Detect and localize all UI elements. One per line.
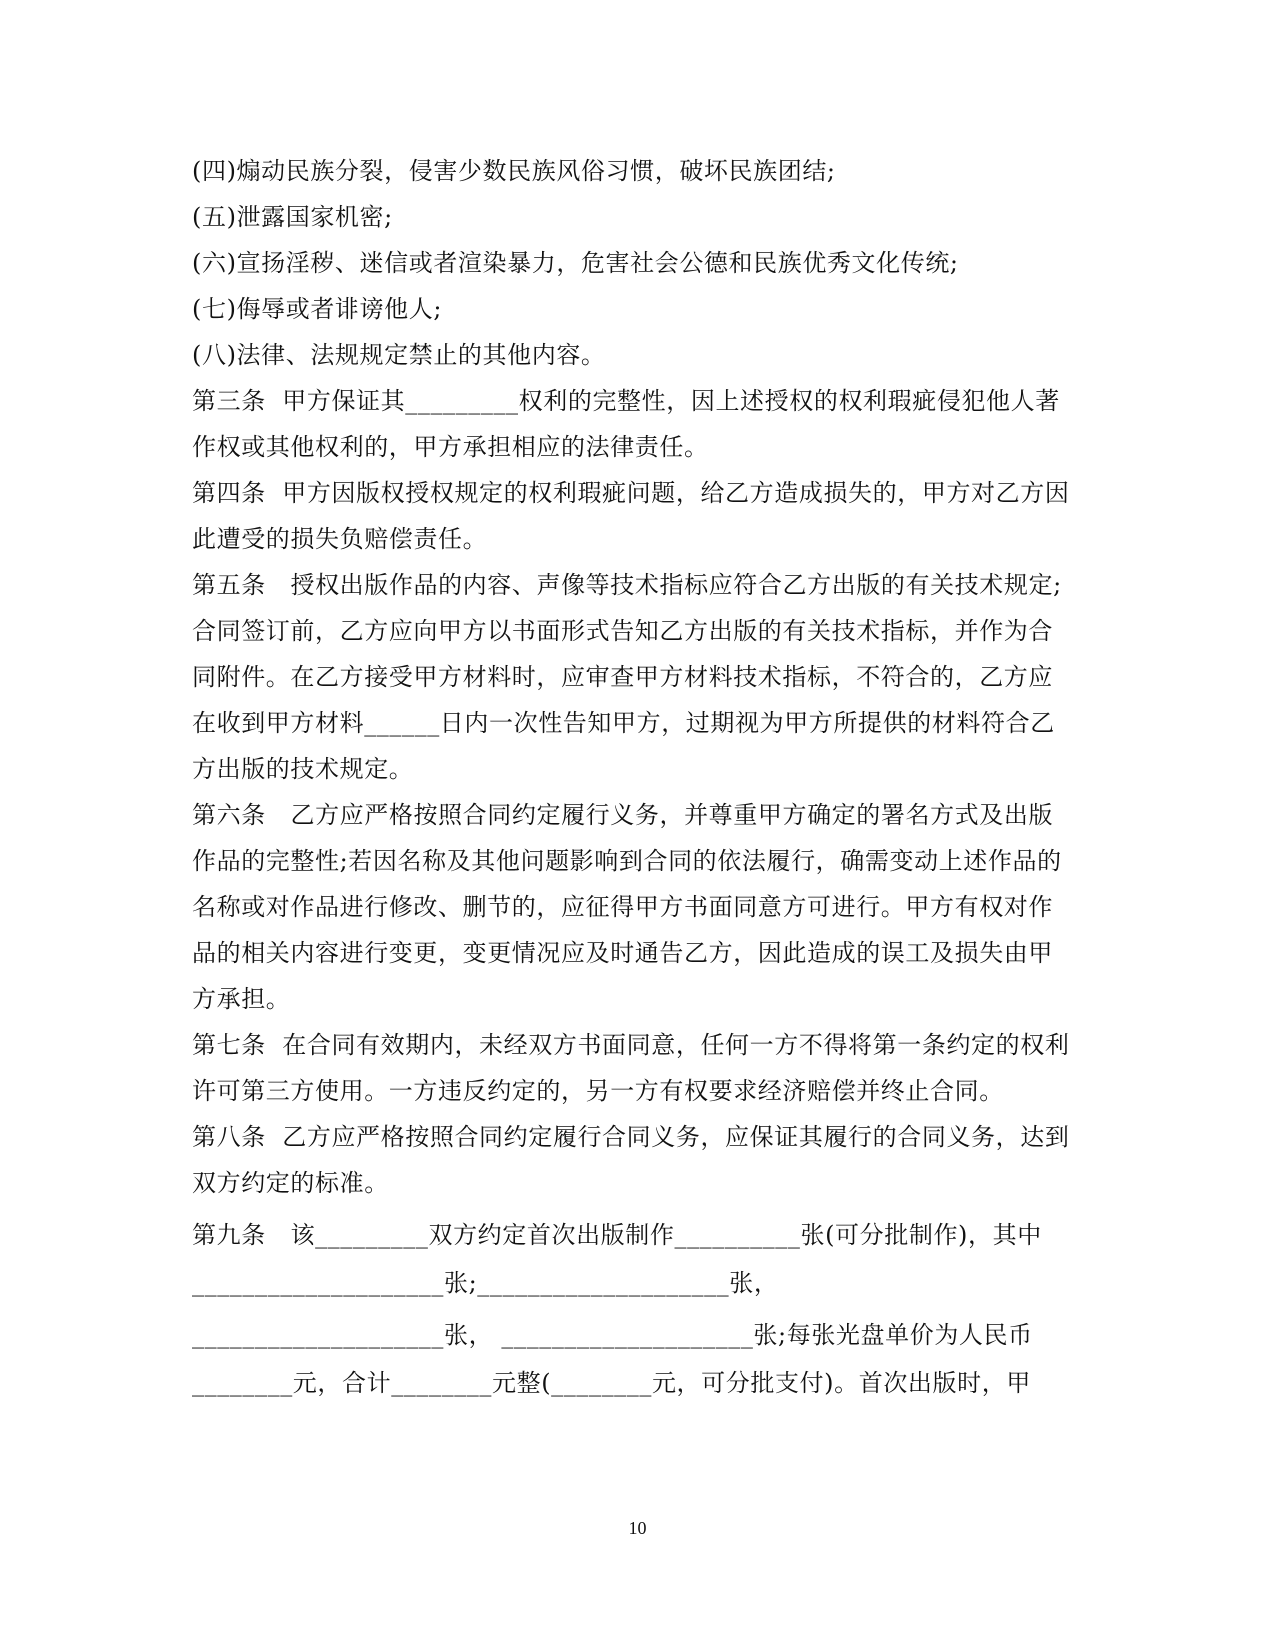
text-line: 双方约定的标准。 bbox=[192, 1169, 389, 1197]
text-line: 第四条 甲方因版权授权规定的权利瑕疵问题，给乙方造成损失的，甲方对乙方因 bbox=[192, 479, 1070, 507]
text-line: ____________________张， ____________________张;每张光盘单价为人民币 bbox=[192, 1321, 1033, 1349]
text-line: 第九条 该_________双方约定首次出版制作__________张(可分批制作)，其中 bbox=[192, 1221, 1042, 1249]
text-line: 第八条 乙方应严格按照合同约定履行合同义务，应保证其履行的合同义务，达到 bbox=[192, 1123, 1070, 1151]
text-line: ________元，合计________元整(________元，可分批支付)。首次出版时，甲 bbox=[192, 1369, 1031, 1397]
text-line: 方出版的技术规定。 bbox=[192, 755, 414, 783]
text-line: (五)泄露国家机密; bbox=[192, 203, 393, 231]
text-line: 第三条 甲方保证其_________权利的完整性，因上述授权的权利瑕疵侵犯他人著 bbox=[192, 387, 1060, 415]
text-line: 名称或对作品进行修改、删节的，应征得甲方书面同意方可进行。甲方有权对作 bbox=[192, 893, 1053, 921]
text-line: 此遭受的损失负赔偿责任。 bbox=[192, 525, 488, 553]
text-line: ____________________张;____________________张， bbox=[192, 1269, 779, 1297]
text-line: (六)宣扬淫秽、迷信或者渲染暴力，危害社会公德和民族优秀文化传统; bbox=[192, 249, 959, 277]
text-line: 作品的完整性;若因名称及其他问题影响到合同的依法履行，确需变动上述作品的 bbox=[192, 847, 1062, 875]
text-line: 许可第三方使用。一方违反约定的，另一方有权要求经济赔偿并终止合同。 bbox=[192, 1077, 1004, 1105]
text-line: 在收到甲方材料______日内一次性告知甲方，过期视为甲方所提供的材料符合乙 bbox=[192, 709, 1055, 737]
text-line: 第六条 乙方应严格按照合同约定履行义务，并尊重甲方确定的署名方式及出版 bbox=[192, 801, 1054, 829]
text-line: 方承担。 bbox=[192, 985, 291, 1013]
text-line: 合同签订前，乙方应向甲方以书面形式告知乙方出版的有关技术指标，并作为合 bbox=[192, 617, 1053, 645]
text-line: 品的相关内容进行变更，变更情况应及时通告乙方，因此造成的误工及损失由甲 bbox=[192, 939, 1053, 967]
text-line: 同附件。在乙方接受甲方材料时，应审查甲方材料技术指标，不符合的，乙方应 bbox=[192, 663, 1053, 691]
text-line: 作权或其他权利的，甲方承担相应的法律责任。 bbox=[192, 433, 709, 461]
text-line: 第五条 授权出版作品的内容、声像等技术指标应符合乙方出版的有关技术规定; bbox=[192, 571, 1062, 599]
text-line: (七)侮辱或者诽谤他人; bbox=[192, 295, 443, 323]
text-line: (四)煽动民族分裂，侵害少数民族风俗习惯，破坏民族团结; bbox=[192, 157, 836, 185]
text-line: (八)法律、法规规定禁止的其他内容。 bbox=[192, 341, 606, 369]
page-number: 10 bbox=[628, 1518, 647, 1538]
text-line: 第七条 在合同有效期内，未经双方书面同意，任何一方不得将第一条约定的权利 bbox=[192, 1031, 1070, 1059]
